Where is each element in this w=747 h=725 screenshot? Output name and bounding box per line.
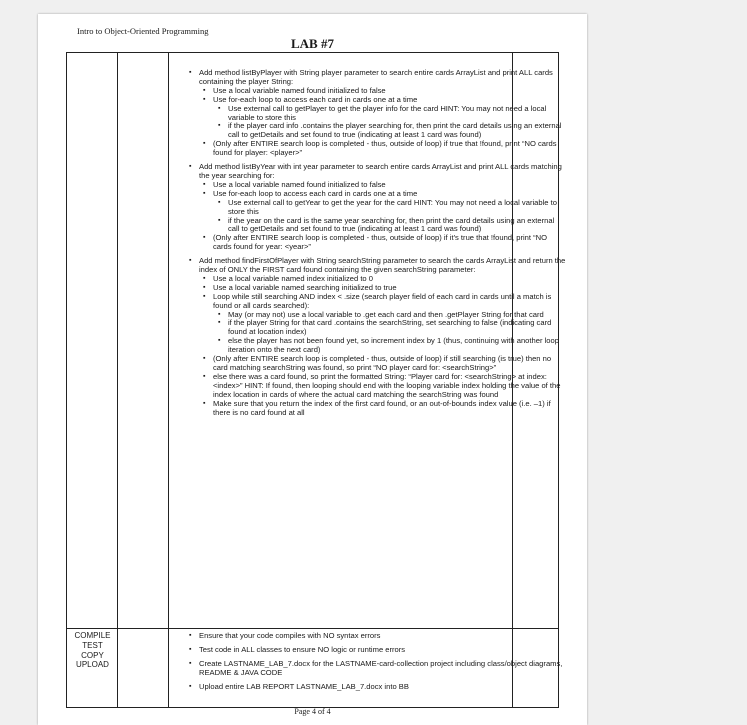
label-line: UPLOAD [76,660,109,670]
list-item: ▪ Use external call to getPlayer to get the player info for the card HINT: You may not need a local variable to store this [189,105,567,123]
table-divider [117,52,118,708]
course-header: Intro to Object-Oriented Programming [77,26,209,36]
page-footer: Page 4 of 4 [294,707,331,716]
list-item: ▪ Add method listByPlayer with String player parameter to search entire cards ArrayList and print ALL cards containing the player String: [189,69,567,87]
list-item: ▪ Use for-each loop to access each card in cards one at a time [189,96,567,105]
list-item: ▪ if the player card info .contains the player searching for, then print the card details using an external call to getDetails and set found to true (indicating at least 1 card was found) [189,122,567,140]
instructions-cell [189,69,567,417]
list-item: ▪ Use a local variable named found initialized to false [189,87,567,96]
document-page [38,14,587,725]
table-divider [168,52,169,708]
list-item: ▪ if the player String for that card .contains the searchString, set searching to false (indicating card found at location index) [189,319,567,337]
list-item: ▪ else there was a card found, so print the formatted String: “Player card for: <searchString> at index: <index>” HINT: If found, then looping should end with the looping variable index holding the value of the index location in cards of where the actual card matching the searchString was found [189,373,567,400]
list-item: ▪ Create LASTNAME_LAB_7.docx for the LASTNAME-card-collection project including class/object diagrams, README & JAVA CODE [189,660,567,678]
list-item: ▪ (Only after ENTIRE search loop is completed - thus, outside of loop) if it's true that !found, print “NO cards found for year: <year>” [189,234,567,252]
list-item: ▪ Use for-each loop to access each card in cards one at a time [189,190,567,199]
list-item: ▪ Use a local variable named searching initialized to true [189,284,567,293]
list-item: ▪ (Only after ENTIRE search loop is completed - thus, outside of loop) if still searching (is true) then no card matching searchString was found, so print “NO player card for: <searchString>” [189,355,567,373]
compile-row-cell [189,632,567,697]
list-item: ▪ May (or may not) use a local variable to .get each card and then .getPlayer String for that card [189,311,567,320]
label-line: TEST [82,640,103,650]
list-item: ▪ Add method listByYear with int year parameter to search entire cards ArrayList and print ALL cards matching the year searching for: [189,163,567,181]
table-row-divider [66,628,558,629]
list-item: ▪ Ensure that your code compiles with NO syntax errors [189,632,567,641]
label-line: COPY [81,650,104,660]
list-item: ▪ Make sure that you return the index of the first card found, or an out-of-bounds index value (i.e. –1) if there is no card found at all [189,400,567,418]
list-item: ▪ Use external call to getYear to get the year for the card HINT: You may not need a local variable to store this [189,199,567,217]
compile-row-label [68,631,117,670]
list-item: ▪ Test code in ALL classes to ensure NO logic or runtime errors [189,646,567,655]
list-item: ▪ Loop while still searching AND index < .size (search player field of each card in cards until a match is found or all cards searched): [189,293,567,311]
list-item: ▪ Add method findFirstOfPlayer with String searchString parameter to search the cards ArrayList and return the index of ONLY the FIRST card found containing the given searchString parameter: [189,257,567,275]
list-item: ▪ if the year on the card is the same year searching for, then print the card details using an external call to getDetails and set found to true (indicating at least 1 card was found) [189,217,567,235]
lab-title: LAB #7 [291,36,334,51]
list-item: ▪ Upload entire LAB REPORT LASTNAME_LAB_7.docx into BB [189,683,567,692]
list-item: ▪ (Only after ENTIRE search loop is completed - thus, outside of loop) if true that !found, print “NO cards found for player: <player>” [189,140,567,158]
list-item: ▪ else the player has not been found yet, so increment index by 1 (thus, continuing with another loop iteration onto the next card) [189,337,567,355]
list-item: ▪ Use a local variable named found initialized to false [189,181,567,190]
label-line: COMPILE [74,631,111,640]
list-item: ▪ Use a local variable named index initialized to 0 [189,275,567,284]
